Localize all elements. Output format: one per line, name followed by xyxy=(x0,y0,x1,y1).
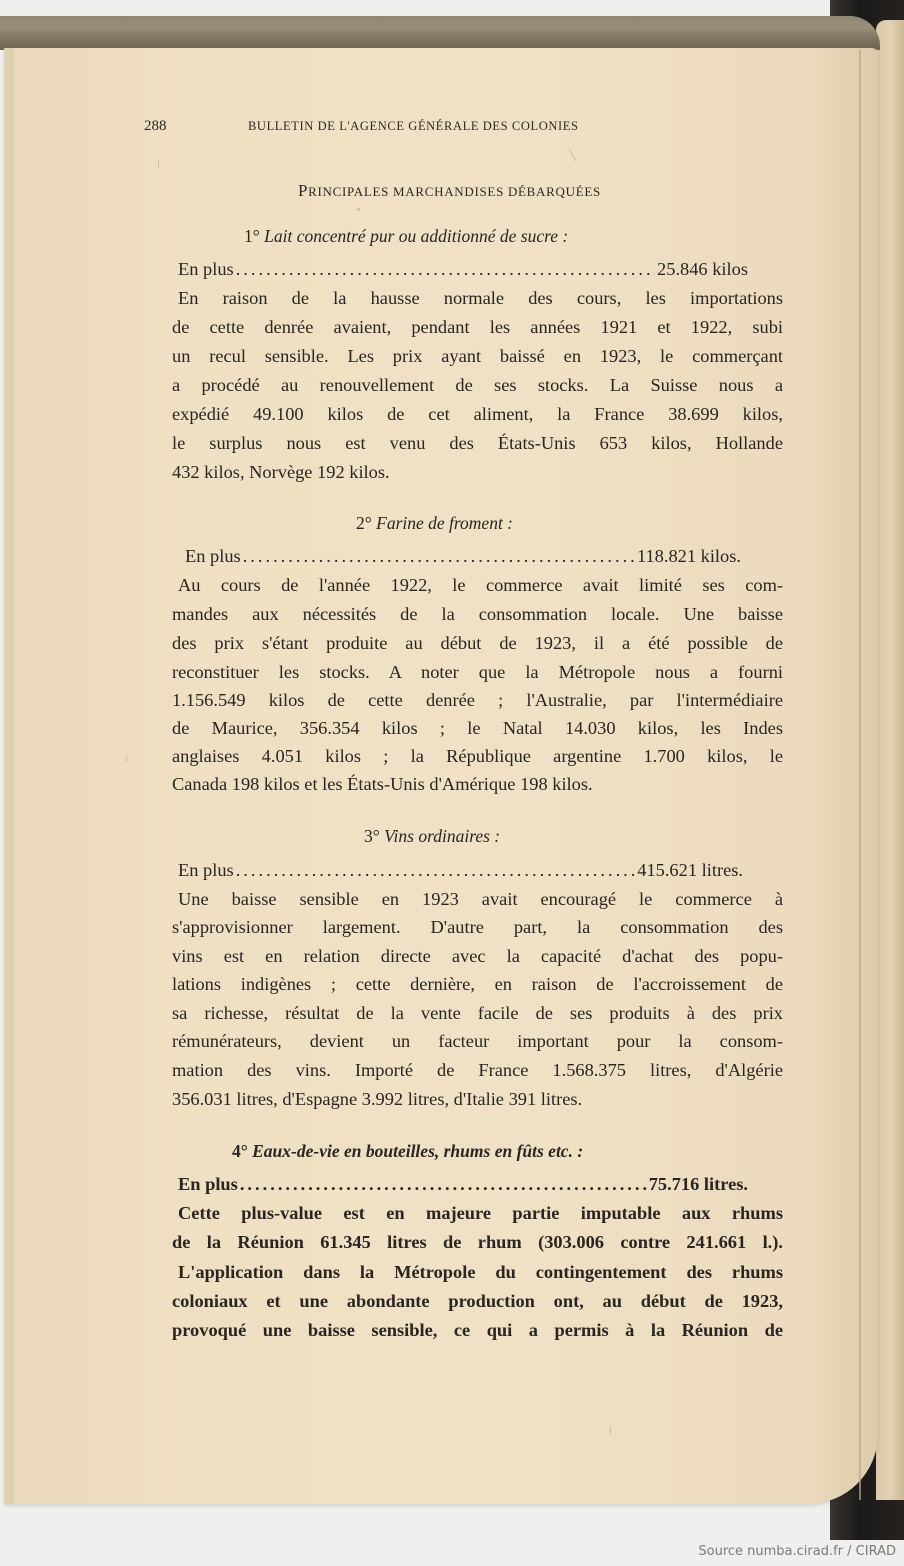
paragraph-line: un recul sensible. Les prix ayant baissé en 1923, le commerçant xyxy=(172,346,783,366)
page-stack-edge xyxy=(4,48,14,1504)
journal-title: BULLETIN DE L'AGENCE GÉNÉRALE DES COLONIES xyxy=(248,119,579,133)
paragraph-line: 432 kilos, Norvège 192 kilos. xyxy=(172,462,390,482)
section-heading-text: RINCIPALES MARCHANDISES DÉBARQUÉES xyxy=(308,184,601,199)
amount-line-1 xyxy=(178,259,748,280)
dot-leader xyxy=(236,860,636,881)
dot-leader xyxy=(243,546,635,567)
amount-value: 75.716 litres. xyxy=(648,1174,748,1194)
paragraph-line: L'application dans la Métropole du contingentement des rhums xyxy=(178,1262,783,1282)
page-number: 288 xyxy=(144,118,167,134)
paragraph-line: expédié 49.100 kilos de cet aliment, la France 38.699 kilos, xyxy=(172,404,783,424)
amount-line-3 xyxy=(178,860,743,881)
amount-line-2 xyxy=(185,546,741,567)
paragraph-line: lations indigènes ; cette dernière, en raison de l'accroissement de xyxy=(172,974,783,994)
paper-speck xyxy=(610,1426,611,1434)
amount-label: En plus xyxy=(185,546,241,566)
amount-label: En plus xyxy=(178,860,234,880)
paper-speck xyxy=(158,160,159,168)
paragraph-line: Au cours de l'année 1922, le commerce avait limité ses com- xyxy=(178,575,783,595)
paragraph-line: 1.156.549 kilos de cette denrée ; l'Australie, par l'intermédiaire xyxy=(172,690,783,710)
paper-speck xyxy=(126,756,127,762)
item-ordinal: 2° xyxy=(356,513,372,533)
book-top-edge xyxy=(0,16,880,50)
paragraph-line: provoqué une baisse sensible, ce qui a permis à la Réunion de xyxy=(172,1320,783,1340)
paragraph-line: de cette denrée avaient, pendant les années 1921 et 1922, subi xyxy=(172,317,783,337)
paragraph-line: mandes aux nécessités de la consommation locale. Une baisse xyxy=(172,604,783,624)
item-heading-3 xyxy=(364,826,500,847)
paragraph-line: le surplus nous est venu des États-Unis 653 kilos, Hollande xyxy=(172,433,783,453)
paragraph-line: anglaises 4.051 kilos ; la République argentine 1.700 kilos, le xyxy=(172,746,783,766)
item-ordinal: 3° xyxy=(364,826,380,846)
amount-label: En plus xyxy=(178,259,234,279)
paragraph-line: a procédé au renouvellement de ses stocks. La Suisse nous a xyxy=(172,375,783,395)
paragraph-line: 356.031 litres, d'Espagne 3.992 litres, d'Italie 391 litres. xyxy=(172,1089,583,1109)
dot-leader xyxy=(240,1174,647,1195)
paragraph-line: Une baisse sensible en 1923 avait encouragé le commerce à xyxy=(178,889,783,909)
paragraph-line: de Maurice, 356.354 kilos ; le Natal 14.030 kilos, les Indes xyxy=(172,718,783,738)
section-heading xyxy=(298,181,601,201)
paragraph-line: des prix s'étant produite au début de 1923, il a été possible de xyxy=(172,633,783,653)
amount-value: 118.821 kilos. xyxy=(636,546,741,566)
item-ordinal: 4° xyxy=(232,1141,248,1161)
paragraph-line: En raison de la hausse normale des cours, les importations xyxy=(178,288,783,308)
item-heading-1 xyxy=(244,226,568,247)
amount-value: 25.846 kilos xyxy=(657,259,748,279)
item-title: Eaux-de-vie en bouteilles, rhums en fûts etc. : xyxy=(252,1141,584,1161)
paragraph-line: vins est en relation directe avec la capacité d'achat des popu- xyxy=(172,946,783,966)
next-page-edge xyxy=(876,20,904,1500)
item-title: Farine de froment : xyxy=(376,513,514,533)
paragraph-line: coloniaux et une abondante production ont, au début de 1923, xyxy=(172,1291,783,1311)
running-head xyxy=(144,118,684,142)
item-heading-4 xyxy=(232,1141,583,1162)
item-heading-2 xyxy=(356,513,513,534)
section-heading-initial: P xyxy=(298,181,309,200)
paragraph-line: rémunérateurs, devient un facteur important pour la consom- xyxy=(172,1031,783,1051)
item-title: Vins ordinaires : xyxy=(384,826,501,846)
page-fold-line xyxy=(859,50,861,1500)
paragraph-line: s'approvisionner largement. D'autre part, la consommation des xyxy=(172,917,783,937)
source-credit: Source numba.cirad.fr / CIRAD xyxy=(698,1544,896,1559)
item-title: Lait concentré pur ou additionné de sucre : xyxy=(264,226,569,246)
amount-value: 415.621 litres. xyxy=(637,860,743,880)
amount-line-4 xyxy=(178,1174,748,1195)
paper-speck xyxy=(357,208,360,211)
paragraph-line: reconstituer les stocks. A noter que la Métropole nous a fourni xyxy=(172,662,783,682)
paragraph-line: sa richesse, résultat de la vente facile de ses produits à des prix xyxy=(172,1003,783,1023)
paragraph-line: de la Réunion 61.345 litres de rhum (303.006 contre 241.661 l.). xyxy=(172,1232,783,1252)
paragraph-line: Canada 198 kilos et les États-Unis d'Amérique 198 kilos. xyxy=(172,774,593,794)
dot-leader xyxy=(236,259,655,280)
item-ordinal: 1° xyxy=(244,226,260,246)
paragraph-line: mation des vins. Importé de France 1.568.375 litres, d'Algérie xyxy=(172,1060,783,1080)
amount-label: En plus xyxy=(178,1174,238,1194)
paragraph-line: Cette plus-value est en majeure partie imputable aux rhums xyxy=(178,1203,783,1223)
